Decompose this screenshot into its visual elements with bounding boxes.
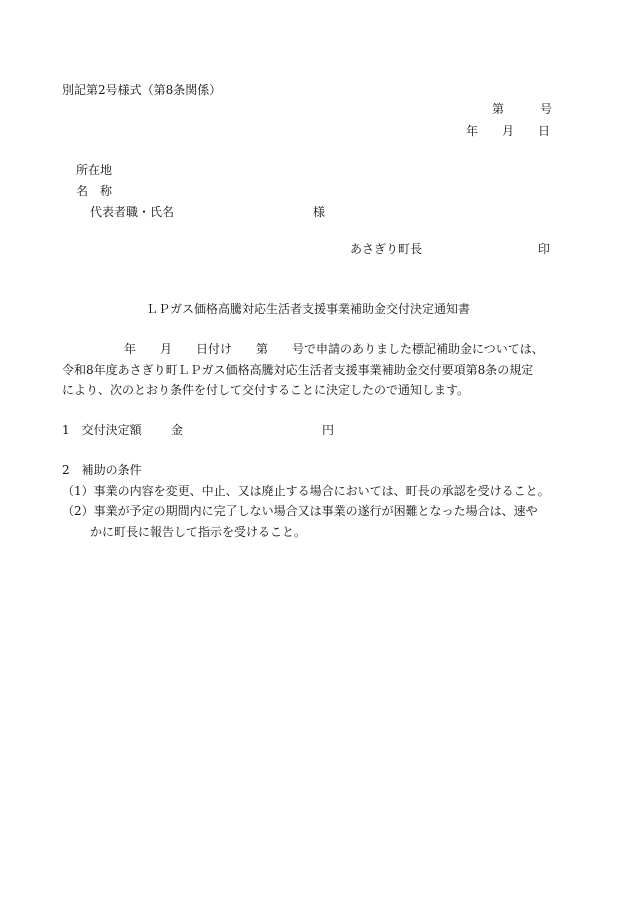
recipient-name-label: 名 称 [76, 184, 113, 198]
issuer-seal: 印 [538, 242, 551, 256]
condition-2-line-1: （2）事業が予定の期間内に完了しない場合又は事業の遂行が困難となった場合は、速や [62, 504, 538, 518]
condition-2-line-2: かに町長に報告して指示を受けること。 [90, 525, 307, 539]
body-line-3: により、次のとおり条件を付して交付することに決定したので通知します。 [62, 383, 470, 397]
document-date: 年 月 日 [466, 124, 551, 138]
document-title: ＬＰガス価格高騰対応生活者支援事業補助金交付決定通知書 [146, 302, 471, 316]
body-line-2: 令和8年度あさぎり町ＬＰガス価格高騰対応生活者支援事業補助金交付要項第8条の規定 [62, 363, 534, 377]
amount-prefix: 金 [171, 423, 184, 437]
amount-suffix: 円 [322, 423, 335, 437]
section-1-heading: 1 交付決定額 [62, 423, 142, 437]
recipient-honorific: 様 [313, 205, 326, 219]
issuer-title: あさぎり町長 [350, 242, 423, 256]
section-2-heading: 2 補助の条件 [62, 463, 142, 477]
document-number: 第 号 [492, 102, 553, 116]
body-line-1: 年 月 日付け 第 号で申請のありました標記補助金については、 [124, 342, 544, 356]
form-label: 別記第2号様式（第8条関係） [62, 83, 222, 97]
recipient-representative-label: 代表者職・氏名 [90, 205, 175, 219]
recipient-address-label: 所在地 [76, 163, 113, 177]
condition-1: （1）事業の内容を変更、中止、又は廃止する場合においては、町長の承認を受けること。 [62, 484, 550, 498]
